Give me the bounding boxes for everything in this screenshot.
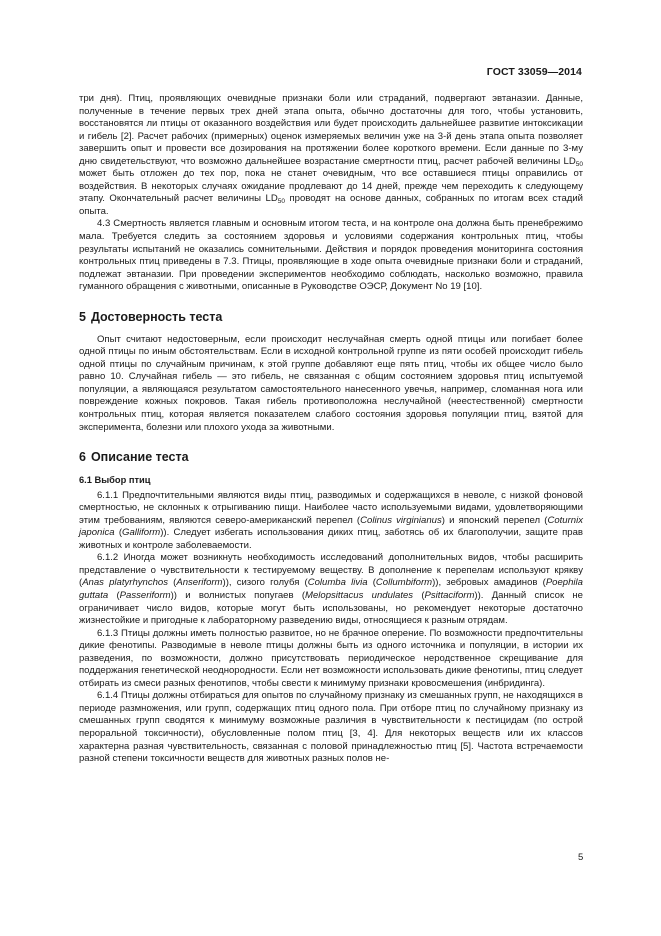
paragraph-text: ) и японский перепел ( bbox=[441, 514, 548, 526]
paragraph-text: проводят на основе данных, собранных по итогам всех стадий опыта. bbox=[79, 193, 583, 217]
document-body bbox=[79, 93, 583, 766]
paragraph-text: 6.1.2 Иногда может возникнуть необходимость исследований дополнительных видов, чтобы расширить представление о чувствительности к тестируемому веществу. В дополнение к перепелам используют кряквy ( bbox=[79, 552, 583, 589]
paragraph bbox=[79, 552, 583, 627]
paragraph-text: 6.1.1 Предпочтительными являются виды птиц, разводимых и содержащихся в неволе, с низкой фоновой смертностью, не склонных к отрыгиванию пищи. Наиболее часто используемыми видами, удовлетворяющими этим требованиям, являются северо-американский перепел ( bbox=[79, 489, 583, 526]
paragraph-text: ( bbox=[114, 527, 123, 539]
latin-name: Psittaciform bbox=[424, 590, 475, 601]
section-number: 5 bbox=[79, 309, 86, 324]
subscript-text: 50 bbox=[277, 198, 285, 206]
latin-name: Poephila guttata bbox=[79, 577, 583, 601]
paragraph-text: три дня). Птиц, проявляющих очевидные признаки боли или страданий, подвергают эвтаназии. Данные, полученные в течение первых трех дней этапа опыта, обычно достаточны для того, чтобы установить, восстановятся ли птицы от оказанного воздействия или будет происходить дальнейшее развитие интоксикации и гибель [2]. Расчет рабочих (примерных) оценок измеряемых величин уже на 3-й день этапа опыта позволяет завершить опыт и провести все дозирования на протяжении более короткого времени. Если данные по 3-му дню свидетельствуют, что возможно дальнейшее возрастание смертности птиц, расчет рабочей величины LD bbox=[79, 93, 583, 167]
latin-name: Colinus virginianus bbox=[360, 514, 442, 526]
paragraph-text: )) и волнистых попугаев ( bbox=[170, 590, 305, 601]
paragraph bbox=[79, 690, 583, 765]
paragraph-text: 6.1.4 Птицы должны отбираться для опытов по случайному признаку из смешанных групп, не находящихся в периоде размножения, или групп, содержащих птиц одного пола. При отборе птиц по случайному признаку из смешанных групп сводятся к минимуму возможные различия в чувствительности к пестицидам (по острой пероральной токсичности), обусловленные полом птиц [3, 4]. Для некоторых веществ или их классов характерна разная чувствительность, связанная с половой принадлежностью птиц [5]. Частота встречаемости разной степени токсичности веществ для животных разных полов не- bbox=[79, 690, 583, 765]
section-title: Достоверность теста bbox=[90, 309, 223, 324]
latin-name: Galliform bbox=[122, 527, 161, 539]
paragraph-text: )). Следует избегать использования диких птиц, заботясь об их благополучии, защите прав животных и контроле заболеваемости. bbox=[79, 527, 583, 551]
document-code: ГОСТ 33059—2014 bbox=[486, 66, 582, 78]
paragraph bbox=[79, 93, 583, 218]
paragraph-text: Опыт считают недостоверным, если происходит неслучайная смерть одной птицы или погибает более одной птицы по иным обстоятельствам. Если в исходной контрольной группе из пяти особей происходит гибель одной птицы по случайным причинам, к этой группе добавляют еще пять птиц, чтобы их общее число было равно 10. Случайная гибель — это гибель, не связанная с общим состоянием здоровья птиц испытуемой популяции, а являющаяся результатом самостоятельного нанесенного увечья, например, сломанная нога или повреждение кожных покровов. Такая гибель противоположна неслучайной (неестественной) смертности контрольных птиц, которая является показателем слабого состояния здоровья популяции птиц, взятой для эксперимента, болезни или плохого ухода за животными. bbox=[79, 333, 583, 433]
subsection-heading: 6.1 Выбор птиц bbox=[79, 475, 151, 486]
paragraph-text: ( bbox=[367, 577, 376, 589]
latin-name: Coturnix japonica bbox=[79, 514, 583, 539]
section-heading bbox=[79, 450, 583, 464]
paragraph bbox=[79, 218, 583, 293]
latin-name: Anas platyrhynchos bbox=[82, 577, 169, 589]
page-number: 5 bbox=[578, 852, 584, 863]
section-title: Описание теста bbox=[90, 450, 189, 465]
latin-name: Passeriform bbox=[119, 590, 171, 601]
latin-name: Melopsittacus undulates bbox=[305, 590, 414, 601]
paragraph bbox=[79, 490, 583, 553]
latin-name: Anseriform bbox=[176, 577, 223, 589]
paragraph-text: )), зебровых амадинов ( bbox=[432, 577, 546, 589]
paragraph-text: ( bbox=[108, 590, 120, 601]
latin-name: Columba livia bbox=[307, 577, 368, 589]
paragraph-text: )). Данный список не ограничивает число видов, которые могут быть использованы, но рекомендует некоторые достаточно жизнестойкие и пригодные к лабораторному разведению виды, относящиеся к разным отрядам. bbox=[79, 590, 583, 627]
paragraph-text: 4.3 Смертность является главным и основным итогом теста, и на контроле она должна быть пренебрежимо мала. Требуется следить за состоянием здоровья и условиями содержания контрольных птиц, чтобы результаты испытаний не оказались сомнительными. Действия и порядок проведения мониторинга состояния контрольных птиц приведены в 7.3. Птицы, проявляющие в ходе опыта очевидные признаки боли и страданий, подлежат эвтаназии. При проведении экспериментов необходимо соблюдать, насколько возможно, правила гуманного обращения с животными, описанные в Руководстве ОЭСР, Документ No 19 [10]. bbox=[79, 218, 583, 293]
subscript-text: 50 bbox=[575, 160, 583, 168]
latin-name: Collumbiform bbox=[375, 577, 433, 589]
paragraph-text: )), сизого голубя ( bbox=[222, 577, 308, 589]
section-heading bbox=[79, 310, 583, 324]
paragraph-text: ( bbox=[168, 577, 177, 589]
paragraph bbox=[79, 628, 583, 691]
paragraph-text: 6.1.3 Птицы должны иметь полностью развитое, но не брачное оперение. По возможности предпочтительны дикие фенотипы. Разводимые в неволе птицы должны быть из одного источника и популяции, в истории их разведения, по возможности, должно присутствовать периодическое неродственное скрещивание для поддержания генетической неоднородности. Если нет возможности использовать дикие фенотипы, птиц следует отбирать из смеси разных фенотипов, чтобы свести к минимуму признаки кровосмешения (инбридинга). bbox=[79, 627, 583, 689]
paragraph-text: ( bbox=[413, 590, 425, 601]
paragraph bbox=[79, 334, 583, 434]
paragraph-text: может быть отложен до тех пор, пока не станет очевидным, что все оставшиеся птицы оправились от воздействия. В некоторых случаях ожидание продлевают до 14 дней, прежде чем переходить к следующему этапу. Окончательный расчет величины LD bbox=[79, 168, 583, 205]
section-number: 6 bbox=[79, 450, 86, 465]
